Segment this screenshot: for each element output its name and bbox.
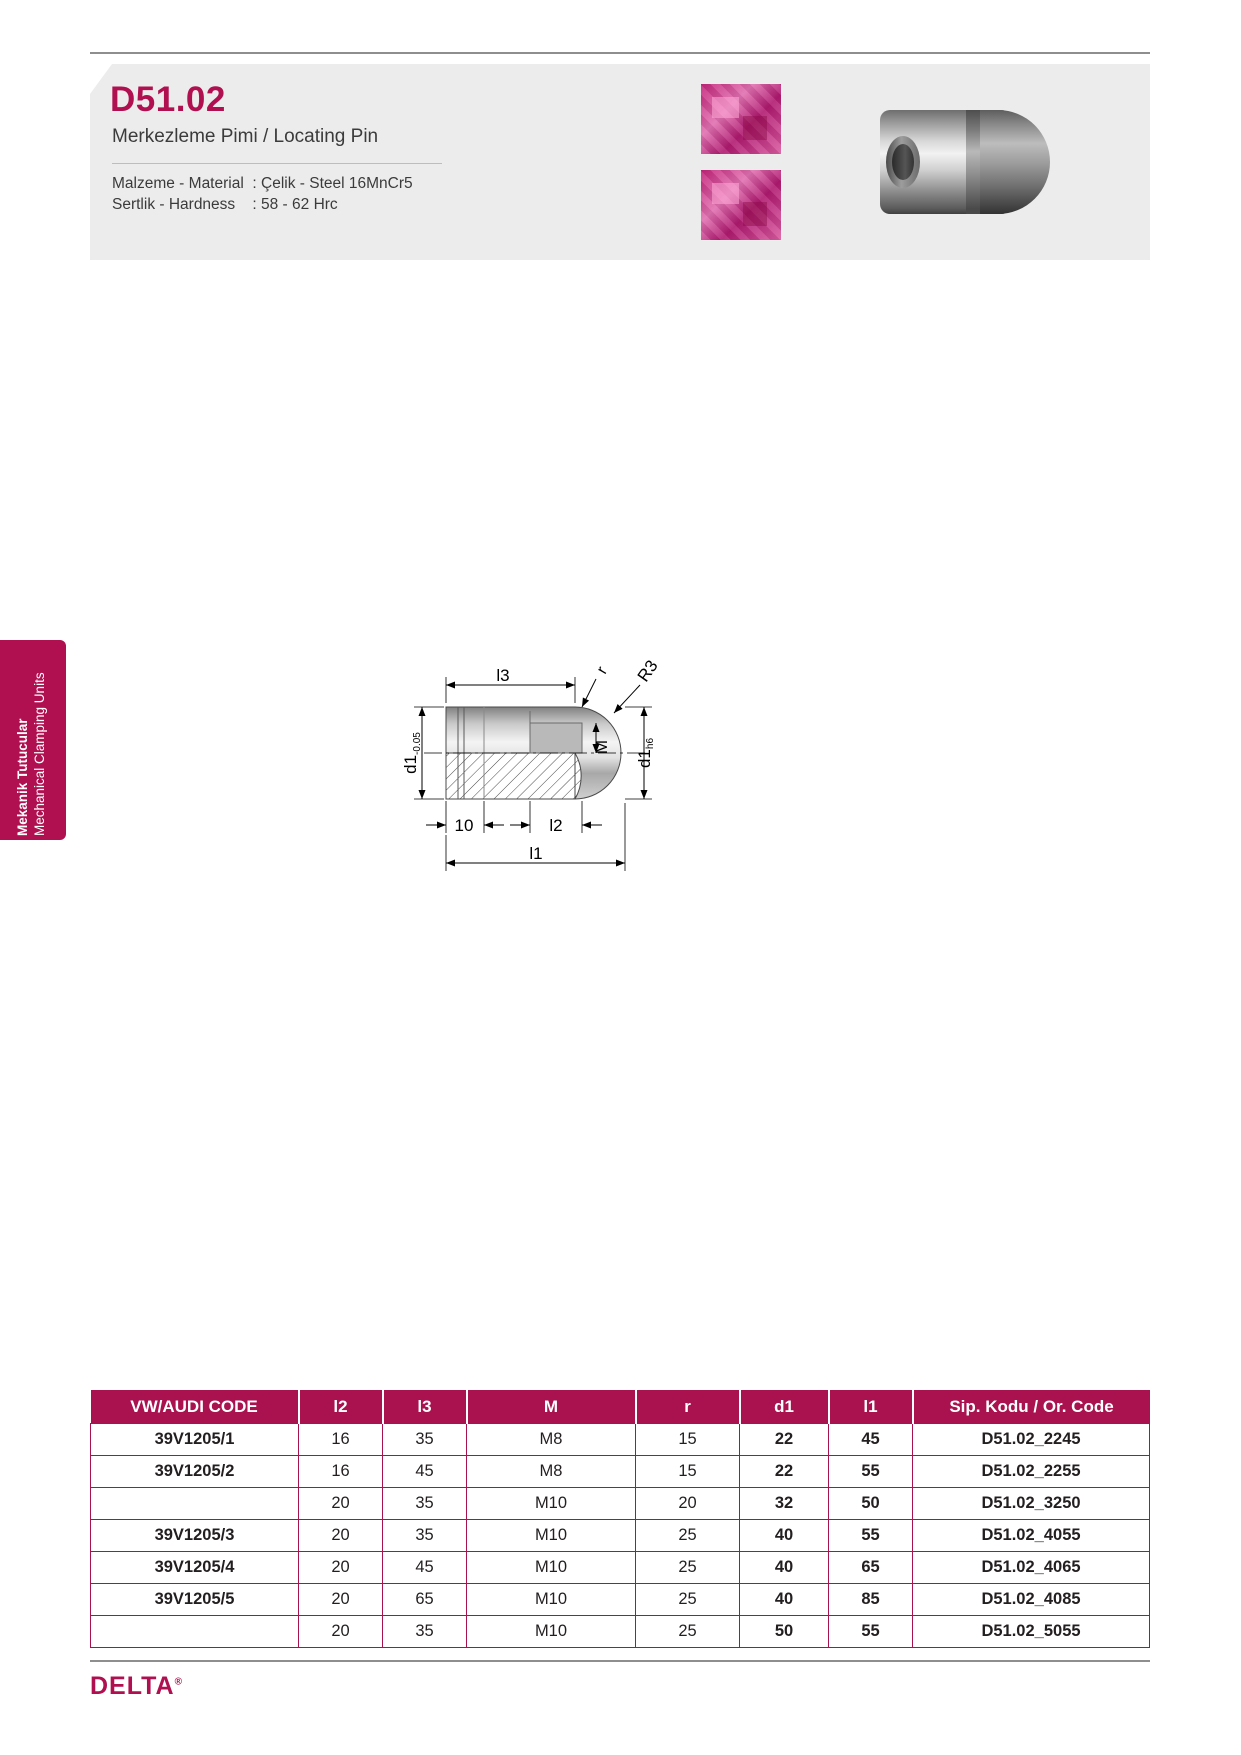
- cell-l3: 45: [383, 1552, 467, 1584]
- cell-sip-kodu-or-code: D51.02_4085: [913, 1584, 1150, 1616]
- cell-l3: 35: [383, 1488, 467, 1520]
- cell-d1: 32: [740, 1488, 829, 1520]
- cell-l2: 20: [299, 1616, 383, 1648]
- cell-vw-audi-code: 39V1205/5: [91, 1584, 299, 1616]
- cell-l3: 35: [383, 1520, 467, 1552]
- col-l2: l2: [299, 1390, 383, 1424]
- cell-sip-kodu-or-code: D51.02_3250: [913, 1488, 1150, 1520]
- footer-divider: [90, 1660, 1150, 1662]
- section-tab-line2: Mechanical Clamping Units: [32, 672, 47, 836]
- cell-d1: 40: [740, 1520, 829, 1552]
- table-row: [91, 1552, 1150, 1584]
- cell-l2: 20: [299, 1552, 383, 1584]
- cell-vw-audi-code: [91, 1616, 299, 1648]
- photo-cap: [980, 110, 1050, 214]
- cell-l3: 35: [383, 1616, 467, 1648]
- product-photo: [880, 110, 1050, 214]
- header-corner-notch: [90, 64, 112, 94]
- thumbnail-image-bottom: [701, 170, 781, 240]
- cell-r: 15: [636, 1456, 740, 1488]
- cell-l2: 16: [299, 1424, 383, 1456]
- cell-l2: 20: [299, 1520, 383, 1552]
- cell-d1: 40: [740, 1552, 829, 1584]
- header-inner-divider: [112, 163, 442, 164]
- cell-r: 25: [636, 1616, 740, 1648]
- cell-l1: 65: [829, 1552, 913, 1584]
- cell-m: M10: [467, 1584, 636, 1616]
- cell-d1: 40: [740, 1584, 829, 1616]
- cell-l1: 55: [829, 1456, 913, 1488]
- table-row: [91, 1456, 1150, 1488]
- cell-l3: 45: [383, 1456, 467, 1488]
- cell-vw-audi-code: 39V1205/4: [91, 1552, 299, 1584]
- col-d1: d1: [740, 1390, 829, 1424]
- section-tab-text: [0, 640, 66, 840]
- col-order-code: Sip. Kodu / Or. Code: [913, 1390, 1150, 1424]
- table-row: [91, 1584, 1150, 1616]
- cell-m: M10: [467, 1520, 636, 1552]
- svg-text:d1h6: d1h6: [635, 737, 656, 769]
- svg-text:l1: l1: [529, 844, 543, 863]
- cell-r: 25: [636, 1552, 740, 1584]
- cell-r: 20: [636, 1488, 740, 1520]
- technical-drawing: [400, 655, 820, 915]
- cell-m: M10: [467, 1616, 636, 1648]
- section-tab: [0, 640, 66, 840]
- top-divider: [90, 52, 1150, 54]
- cell-sip-kodu-or-code: D51.02_5055: [913, 1616, 1150, 1648]
- col-l1: l1: [829, 1390, 913, 1424]
- cell-r: 25: [636, 1520, 740, 1552]
- table-row: [91, 1520, 1150, 1552]
- svg-text:l2: l2: [549, 816, 563, 835]
- cell-m: M8: [467, 1456, 636, 1488]
- cell-sip-kodu-or-code: D51.02_4055: [913, 1520, 1150, 1552]
- table-row: [91, 1424, 1150, 1456]
- cell-sip-kodu-or-code: D51.02_2245: [913, 1424, 1150, 1456]
- cell-m: M10: [467, 1488, 636, 1520]
- table-header-row: [91, 1390, 1150, 1424]
- table-row: [91, 1488, 1150, 1520]
- cell-vw-audi-code: [91, 1488, 299, 1520]
- material-line: Malzeme - Material : Çelik - Steel 16MnCr5: [112, 175, 413, 192]
- cell-d1: 22: [740, 1424, 829, 1456]
- spec-table-wrapper: [90, 1390, 1150, 1648]
- cell-sip-kodu-or-code: D51.02_2255: [913, 1456, 1150, 1488]
- brand-logo-mark: ®: [174, 1676, 183, 1688]
- cell-vw-audi-code: 39V1205/2: [91, 1456, 299, 1488]
- brand-logo: [90, 1672, 183, 1701]
- cell-d1: 50: [740, 1616, 829, 1648]
- cell-sip-kodu-or-code: D51.02_4065: [913, 1552, 1150, 1584]
- col-m: M: [467, 1390, 636, 1424]
- cell-l3: 65: [383, 1584, 467, 1616]
- spec-table: [90, 1390, 1150, 1648]
- cell-l1: 50: [829, 1488, 913, 1520]
- cell-l1: 85: [829, 1584, 913, 1616]
- hardness-line: Sertlik - Hardness : 58 - 62 Hrc: [112, 196, 338, 213]
- cell-r: 25: [636, 1584, 740, 1616]
- cell-m: M8: [467, 1424, 636, 1456]
- page-title: D51.02: [110, 80, 226, 119]
- photo-bore-inner: [892, 144, 914, 180]
- cell-l1: 55: [829, 1616, 913, 1648]
- cell-m: M10: [467, 1552, 636, 1584]
- cell-l2: 20: [299, 1488, 383, 1520]
- cell-l2: 16: [299, 1456, 383, 1488]
- table-row: [91, 1616, 1150, 1648]
- cell-vw-audi-code: 39V1205/3: [91, 1520, 299, 1552]
- svg-text:R3: R3: [633, 656, 662, 686]
- cell-vw-audi-code: 39V1205/1: [91, 1424, 299, 1456]
- thumbnail-image-top: [701, 84, 781, 154]
- col-l3: l3: [383, 1390, 467, 1424]
- svg-text:r: r: [593, 663, 612, 677]
- svg-text:l3: l3: [496, 666, 510, 685]
- col-r: r: [636, 1390, 740, 1424]
- svg-text:d1-0.05: $d1_{-0.05}$: [401, 732, 423, 774]
- section-tab-line1: Mekanik Tutucular: [15, 718, 30, 836]
- cell-l3: 35: [383, 1424, 467, 1456]
- svg-text:M: M: [592, 739, 611, 755]
- page-subtitle: Merkezleme Pimi / Locating Pin: [112, 126, 379, 147]
- cell-l2: 20: [299, 1584, 383, 1616]
- cell-r: 15: [636, 1424, 740, 1456]
- cell-l1: 45: [829, 1424, 913, 1456]
- svg-text:10: 10: [454, 816, 474, 835]
- table-body: [91, 1424, 1150, 1648]
- cell-d1: 22: [740, 1456, 829, 1488]
- cell-l1: 55: [829, 1520, 913, 1552]
- col-vw-audi-code: VW/AUDI CODE: [91, 1390, 299, 1424]
- brand-logo-text: DELTA: [90, 1672, 175, 1700]
